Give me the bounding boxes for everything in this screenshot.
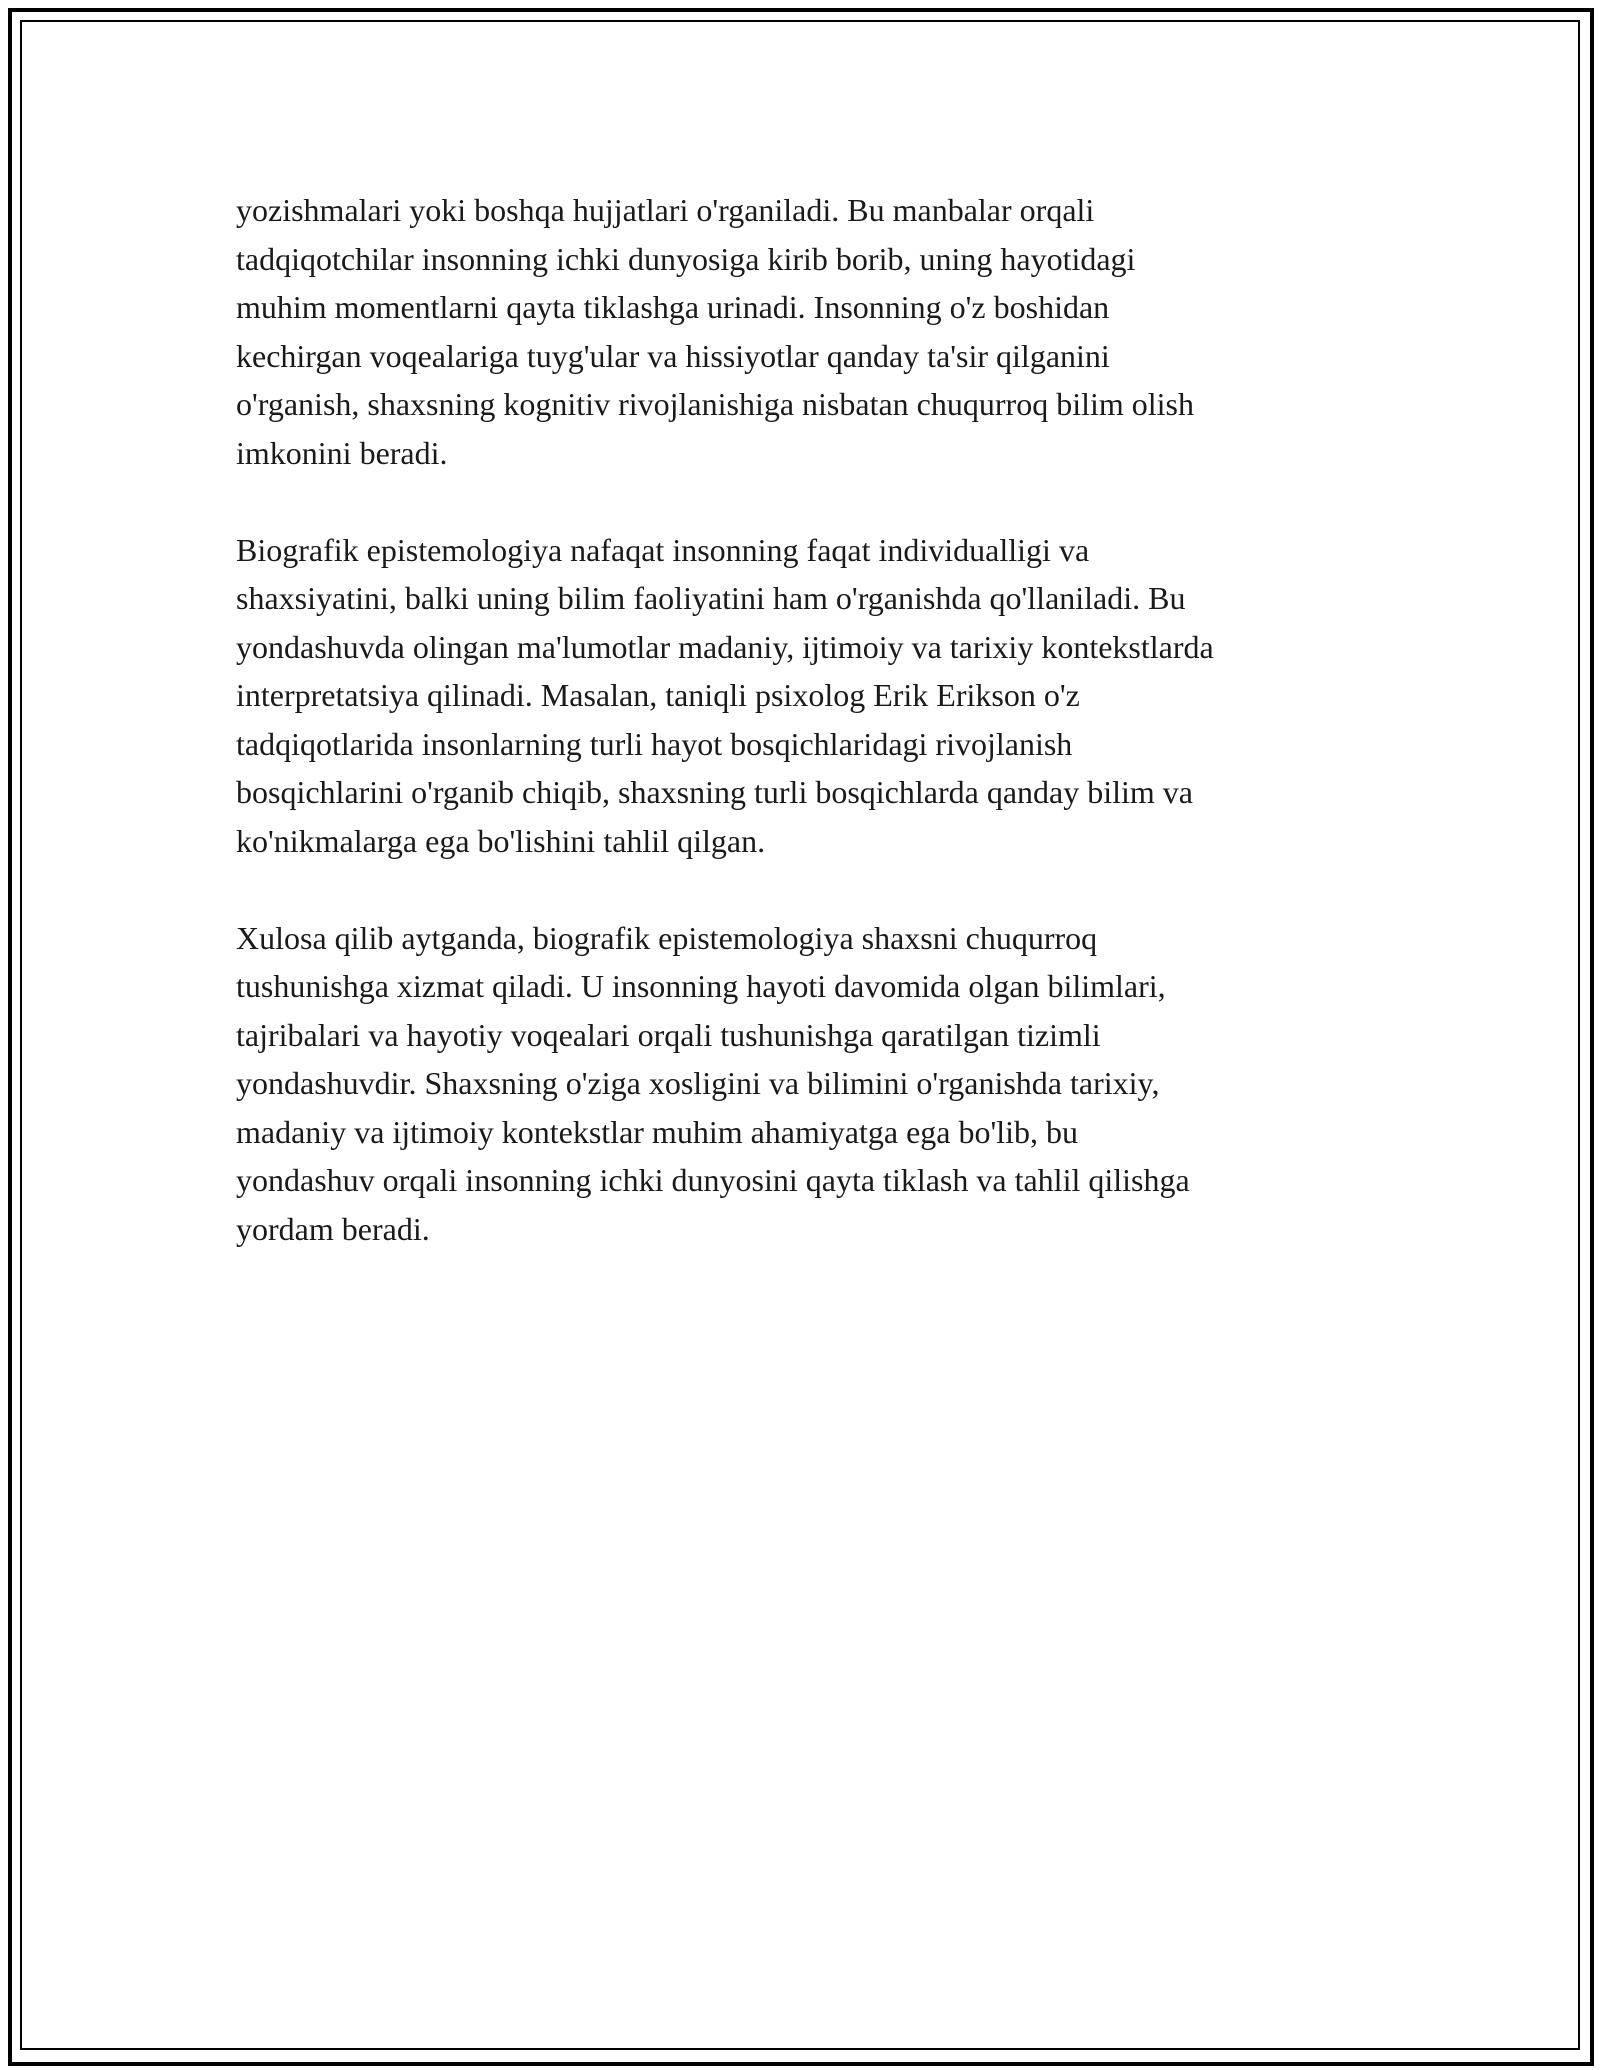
paragraph-3: Xulosa qilib aytganda, biografik epistemologiya shaxsni chuqurroq tushunishga xizmat qiladi. U insonning hayoti davomida olgan bilimlari, tajribalari va hayotiy voqealari orqali tushunishga qaratilgan tizimli yondashuvdir. Shaxsning o'ziga xosligini va bilimini o'rganishda tarixiy, madaniy va ijtimoiy kontekstlar muhim ahamiyatga ega bo'lib, bu yondashuv orqali insonning ichki dunyosini qayta tiklash va tahlil qilishga yordam beradi. [236, 919, 1190, 1247]
document-body [236, 186, 1366, 1302]
paragraph-1: yozishmalari yoki boshqa hujjatlari o'rganiladi. Bu manbalar orqali tadqiqotchilar insonning ichki dunyosiga kirib borib, uning hayotidagi muhim momentlarni qayta tiklashga urinadi. Insonning o'z boshidan kechirgan voqealariga tuyg'ular va hissiyotlar qanday ta'sir qilganini o'rganish, shaxsning kognitiv rivojlanishiga nisbatan chuqurroq bilim olish imkonini beradi. [236, 192, 1194, 471]
paragraph-2: Biografik epistemologiya nafaqat insonning faqat individualligi va shaxsiyatini, balki uning bilim faoliyatini ham o'rganishda qo'llaniladi. Bu yondashuvda olingan ma'lumotlar madaniy, ijtimoiy va tarixiy kontekstlarda interpretatsiya qilinadi. Masalan, taniqli psixolog Erik Erikson o'z tadqiqotlarida insonlarning turli hayot bosqichlaridagi rivojlanish bosqichlarini o'rganib chiqib, shaxsning turli bosqichlarda qanday bilim va ko'nikmalarga ega bo'lishini tahlil qilgan. [236, 531, 1214, 859]
